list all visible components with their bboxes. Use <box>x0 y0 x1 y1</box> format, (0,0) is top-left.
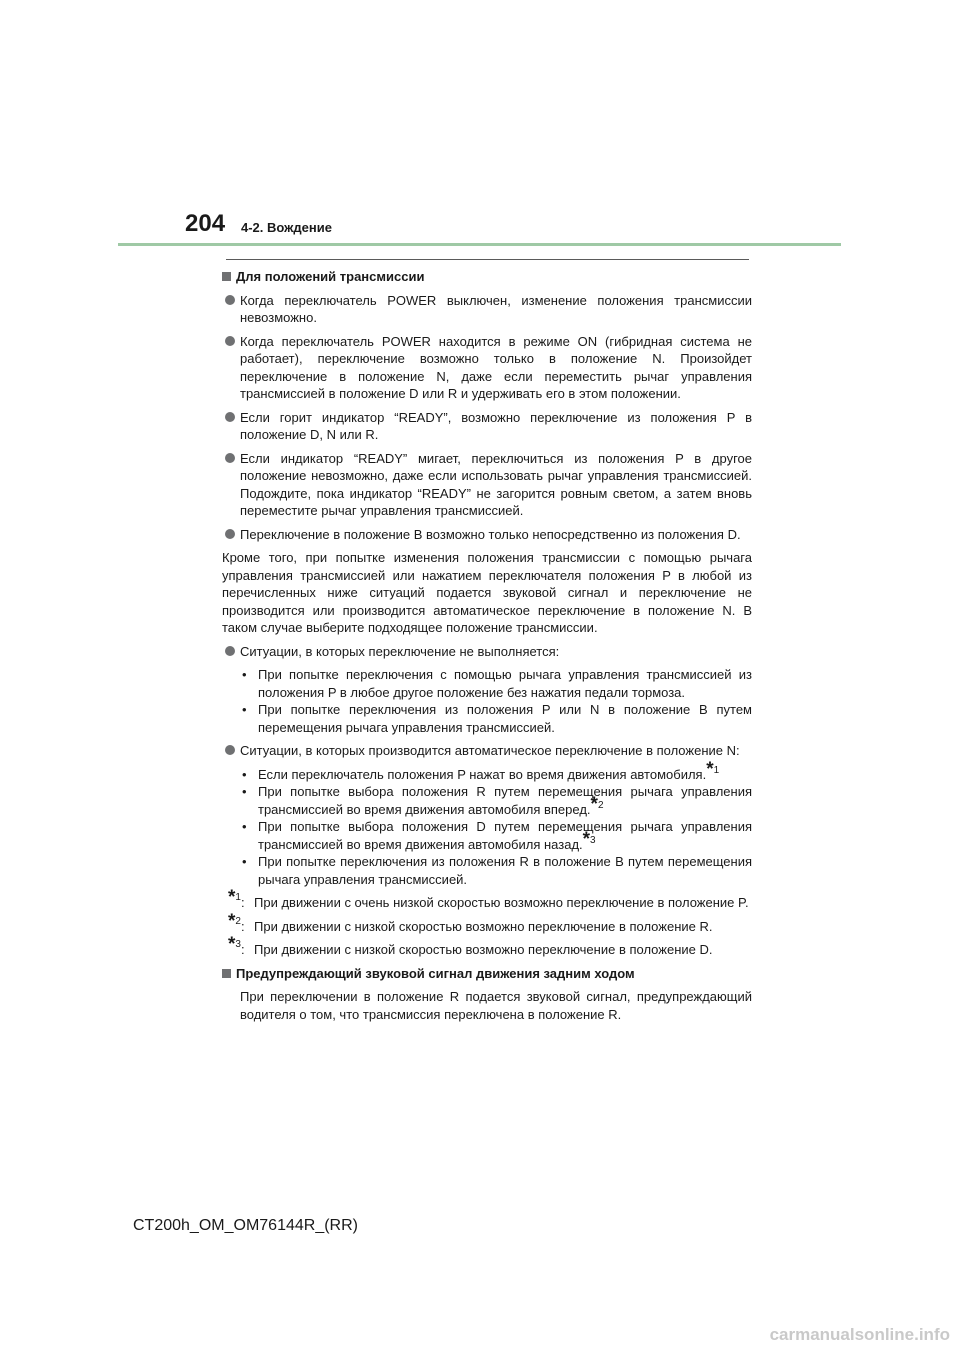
bullet-item <box>222 450 752 520</box>
sub-item-text: При попытке переключения из положения P или N в положение B путем перемещения рычага управления трансмиссией. <box>258 702 752 735</box>
heading-text: Для положений трансмиссии <box>236 269 425 284</box>
sub-list-item <box>222 666 752 701</box>
page-number: 204 <box>185 210 226 237</box>
document-code: CT200h_OM_OM76144R_(RR) <box>133 1217 358 1234</box>
sub-item-text: При попытке переключения из положения R в положение B путем перемещения рычага управления трансмиссией. <box>258 854 752 887</box>
body-paragraph: Кроме того, при попытке изменения положения трансмиссии с помощью рычага управления трансмиссией или нажатием переключателя положения P в любой из перечисленных ниже ситуаций подается звуковой сигнал и переключение не производится или производится автоматическое переключение в положение N. В таком случае выберите подходящее положение трансмиссии. <box>222 550 752 635</box>
footnote-ref: 1 <box>713 764 720 776</box>
sub-item-text: При попытке выбора положения R путем перемещения рычага управления трансмиссией во время движения автомобиля вперед. <box>258 784 752 817</box>
sub-item-text: При попытке выбора положения D путем перемещения рычага управления трансмиссией во время движения автомобиля назад. <box>258 819 752 852</box>
footnote-text: При движении с низкой скоростью возможно переключение в положение D. <box>254 942 713 957</box>
circle-bullet-icon <box>225 295 235 305</box>
circle-bullet-icon <box>225 529 235 539</box>
footnote-star: * <box>706 758 714 780</box>
sub-list-item <box>222 783 752 818</box>
bullet-item <box>222 333 752 403</box>
bullet-text: Если горит индикатор “READY”, возможно переключение из положения P в положение D, N или R. <box>240 409 752 442</box>
header-rule <box>118 243 841 246</box>
circle-bullet-icon <box>225 646 235 656</box>
page-content <box>222 268 752 1029</box>
footnote-ref: 3 <box>590 834 596 846</box>
footnote <box>222 887 752 912</box>
dot-bullet: • <box>242 667 247 682</box>
sub-list-item <box>222 853 752 888</box>
sub-item-text: Если переключатель положения P нажат во время движения автомобиля. <box>258 766 707 782</box>
sub-list <box>222 758 752 889</box>
footnote-text: При движении с низкой скоростью возможно переключение в положение R. <box>254 918 713 934</box>
footnote-ref: 2 <box>597 799 604 811</box>
footnote-star: * <box>582 828 591 850</box>
dot-bullet: • <box>242 766 247 782</box>
bullet-item <box>222 409 752 444</box>
body-paragraph: При переключении в положение R подается звуковой сигнал, предупреждающий водителя о том, что трансмиссия переключена в положение R. <box>240 989 752 1022</box>
bullet-text: Когда переключатель POWER находится в режиме ON (гибридная система не работает), переключение возможно только в положение N. Произойдет переключение в положение N, даже если переместить рычаг управления трансмиссией в положение D или R и удерживать его в этом положении. <box>240 333 752 401</box>
section-heading-reverse-warning <box>222 965 752 983</box>
content-top-rule <box>226 259 749 260</box>
dot-bullet: • <box>242 702 247 717</box>
circle-bullet-icon <box>225 453 235 463</box>
bullet-item <box>222 292 752 327</box>
square-bullet-icon <box>222 272 231 281</box>
circle-bullet-icon <box>225 336 235 346</box>
bullet-text: Переключение в положение B возможно только непосредственно из положения D. <box>240 526 741 542</box>
section-label: 4-2. Вождение <box>241 220 332 235</box>
sub-list <box>222 666 752 736</box>
circle-bullet-icon <box>225 745 235 755</box>
bullet-item <box>222 643 752 661</box>
heading-text: Предупреждающий звуковой сигнал движения задним ходом <box>236 965 635 981</box>
footnote-star: * <box>590 793 598 815</box>
square-bullet-icon <box>222 969 231 978</box>
bullet-item <box>222 526 752 544</box>
footnote <box>222 934 752 959</box>
footnote <box>222 910 752 936</box>
dot-bullet: • <box>242 784 247 799</box>
footnote-marker: *$^1$: <box>228 887 245 910</box>
bullet-text: Если индикатор “READY” мигает, переключиться из положения P в другое положение невозможно, даже если использовать рычаг управления трансмиссией. Подождите, пока индикатор “READY” не загорится ровным светом, а затем вновь переместите рычаг управления трансмиссией. <box>240 450 752 518</box>
watermark: carmanualsonline.info <box>769 1325 950 1344</box>
sub-list-item <box>222 818 752 853</box>
section-heading-transmission <box>222 268 752 286</box>
footnote-text: При движении с очень низкой скоростью возможно переключение в положение P. <box>254 895 749 910</box>
sub-list-item <box>222 701 752 736</box>
sub-list-item <box>222 758 752 784</box>
bullet-text: Когда переключатель POWER выключен, изменение положения трансмиссии невозможно. <box>240 292 752 325</box>
circle-bullet-icon <box>225 412 235 422</box>
footnote-marker: *$^2$: <box>228 910 245 934</box>
sub-item-text: При попытке переключения с помощью рычага управления трансмиссией из положения P в любое другое положение без нажатия педали тормоза. <box>258 667 752 700</box>
footnote-marker: *$^3$: <box>228 934 245 957</box>
bullet-text: Ситуации, в которых производится автоматическое переключение в положение N: <box>240 743 740 758</box>
bullet-item <box>222 742 752 760</box>
bullet-text: Ситуации, в которых переключение не выполняется: <box>240 643 560 659</box>
dot-bullet: • <box>242 819 247 834</box>
dot-bullet: • <box>242 854 247 869</box>
